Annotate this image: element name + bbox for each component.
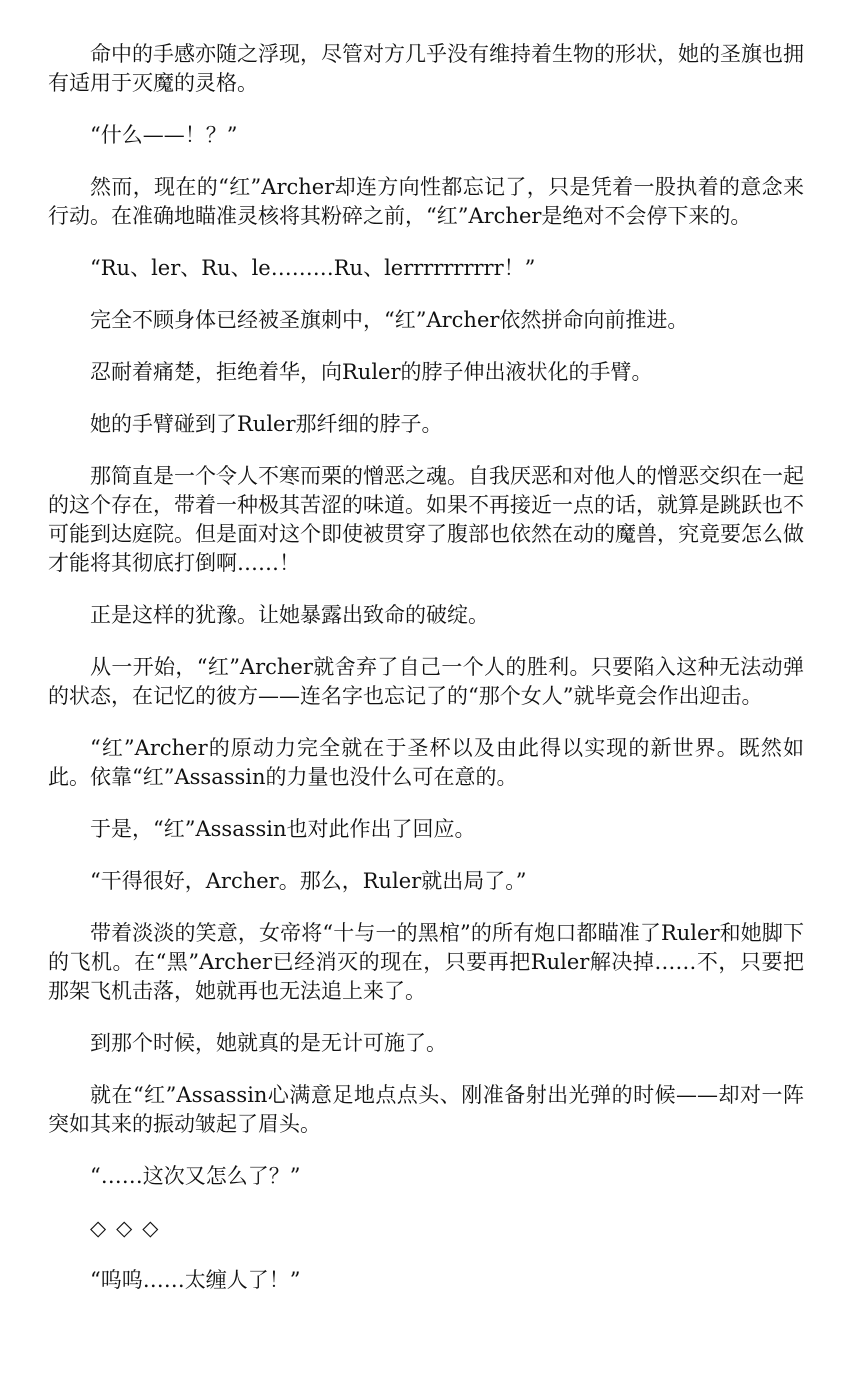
paragraph: 忍耐着痛楚，拒绝着华，向Ruler的脖子伸出液状化的手臂。 xyxy=(90,360,653,384)
paragraph: 到那个时候，她就真的是无计可施了。 xyxy=(90,1031,447,1055)
paragraph: 带着淡淡的笑意，女帝将“十与一的黑棺”的所有炮口都瞄准了Ruler和她脚下的飞机。在“黑”Archer已经消灭的现在，只要再把Ruler解决掉……不，只要把那架飞机击落，她就再也无法追上来了。 xyxy=(48,921,804,1003)
section-separator: ◇◇◇ xyxy=(90,1216,169,1240)
paragraph: 正是这样的犹豫。让她暴露出致命的破绽。 xyxy=(90,603,489,627)
document-page xyxy=(48,40,804,1318)
paragraph: “红”Archer的原动力完全就在于圣杯以及由此得以实现的新世界。既然如此。依靠“红”Assassin的力量也没什么可在意的。 xyxy=(48,736,804,789)
paragraph: “干得很好，Archer。那么，Ruler就出局了。” xyxy=(90,869,527,893)
paragraph: 就在“红”Assassin心满意足地点点头、刚准备射出光弹的时候——却对一阵突如其来的振动皱起了眉头。 xyxy=(48,1083,804,1136)
paragraph: 命中的手感亦随之浮现，尽管对方几乎没有维持着生物的形状，她的圣旗也拥有适用于灭魔的灵格。 xyxy=(48,42,804,95)
paragraph: 那简直是一个令人不寒而栗的憎恶之魂。自我厌恶和对他人的憎恶交织在一起的这个存在，带着一种极其苦涩的味道。如果不再接近一点的话，就算是跳跃也不可能到达庭院。但是面对这个即使被贯穿了腹部也依然在动的魔兽，究竟要怎么做才能将其彻底打倒啊……！ xyxy=(48,464,804,575)
paragraph: 从一开始，“红”Archer就舍弃了自己一个人的胜利。只要陷入这种无法动弹的状态，在记忆的彼方——连名字也忘记了的“那个女人”就毕竟会作出迎击。 xyxy=(48,655,804,708)
paragraph: 然而，现在的“红”Archer却连方向性都忘记了，只是凭着一股执着的意念来行动。在准确地瞄准灵核将其粉碎之前，“红”Archer是绝对不会停下来的。 xyxy=(48,175,804,228)
paragraph: 她的手臂碰到了Ruler那纤细的脖子。 xyxy=(90,412,443,436)
paragraph: 完全不顾身体已经被圣旗刺中，“红”Archer依然拼命向前推进。 xyxy=(90,308,689,332)
paragraph: “呜呜……太缠人了！” xyxy=(90,1268,301,1292)
paragraph: 于是，“红”Assassin也对此作出了回应。 xyxy=(90,817,476,841)
paragraph: “什么——！？” xyxy=(90,123,238,147)
paragraph: “Ru、ler、Ru、le………Ru、lerrrrrrrrrr！” xyxy=(90,256,536,280)
paragraph: “……这次又怎么了？” xyxy=(90,1164,301,1188)
